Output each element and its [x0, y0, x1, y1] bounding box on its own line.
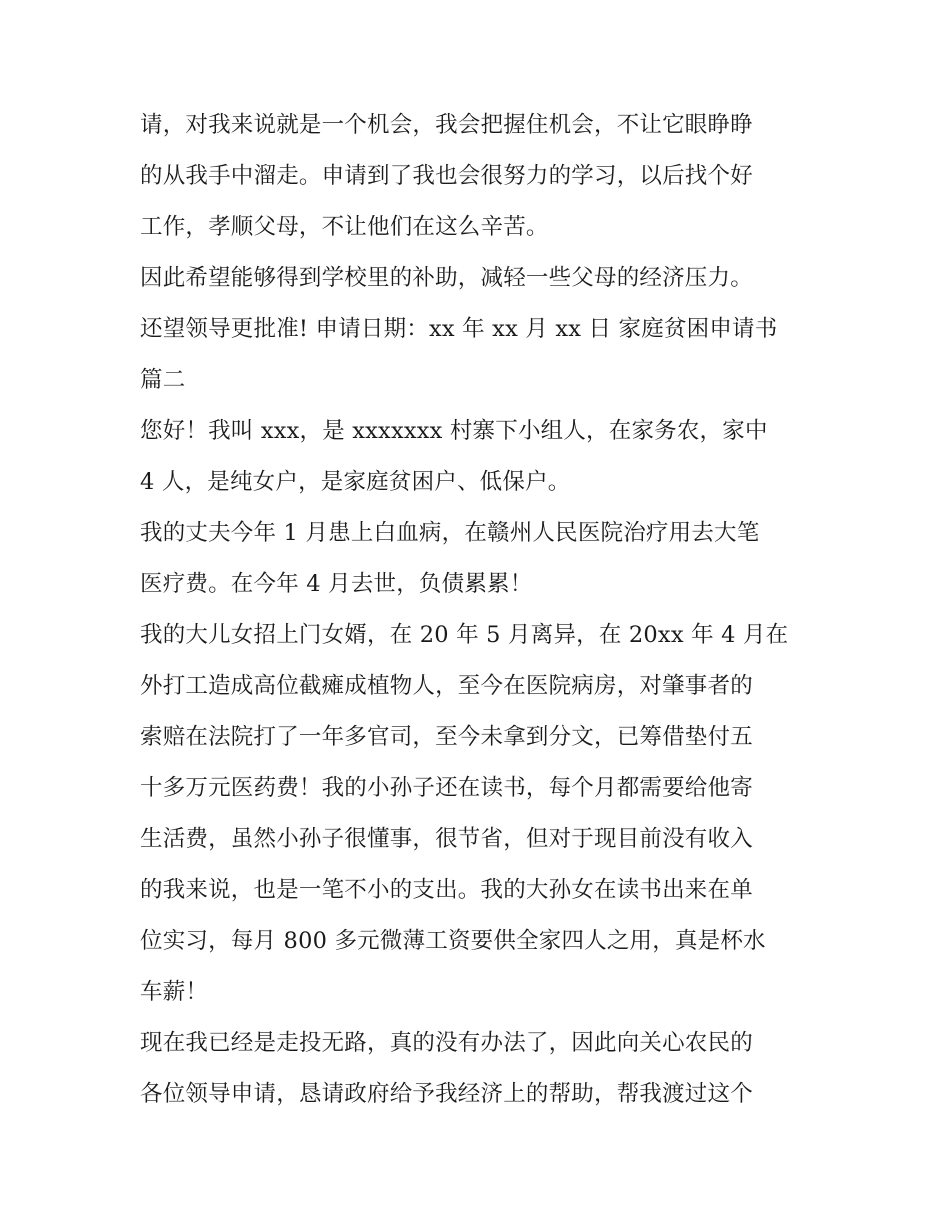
- text-line: 生活费，虽然小孙子很懂事，很节省，但对于现目前没有收入: [140, 826, 753, 852]
- text-line: 医疗费。在今年 4 月去世，负债累累！: [140, 571, 533, 597]
- text-line: 我的丈夫今年 1 月患上白血病，在赣州人民医院治疗用去大笔: [140, 520, 760, 546]
- text-line: 4 人，是纯女户，是家庭贫困户、低保户。: [140, 469, 571, 495]
- text-line: 的从我手中溜走。申请到了我也会很努力的学习，以后找个好: [140, 163, 753, 189]
- text-line: 工作，孝顺父母，不让他们在这么辛苦。: [140, 214, 549, 240]
- text-line: 因此希望能够得到学校里的补助，减轻一些父母的经济压力。: [140, 265, 753, 291]
- document-body: [140, 100, 820, 1120]
- text-line: 现在我已经是走投无路，真的没有办法了，因此向关心农民的: [140, 1030, 753, 1056]
- text-line: 索赔在法院打了一年多官司，至今未拿到分文，已筹借垫付五: [140, 724, 753, 750]
- text-line: 请，对我来说就是一个机会，我会把握住机会，不让它眼睁睁: [140, 112, 753, 138]
- text-line: 的我来说，也是一笔不小的支出。我的大孙女在读书出来在单: [140, 877, 753, 903]
- text-line: 十多万元医药费！我的小孙子还在读书，每个月都需要给他寄: [140, 775, 753, 801]
- text-line: 外打工造成高位截瘫成植物人，至今在医院病房，对肇事者的: [140, 673, 753, 699]
- text-line: 车薪！: [140, 979, 209, 1005]
- text-line: 您好！我叫 xxx，是 xxxxxxx 村寨下小组人，在家务农，家中: [140, 418, 768, 444]
- text-line: 位实习，每月 800 多元微薄工资要供全家四人之用，真是杯水: [140, 928, 766, 954]
- text-line: 各位领导申请，恳请政府给予我经济上的帮助，帮我渡过这个: [140, 1081, 753, 1107]
- section-heading: 篇二: [140, 367, 186, 393]
- text-line: 还望领导更批准! 申请日期：xx 年 xx 月 xx 日 家庭贫困申请书: [140, 316, 778, 342]
- text-line: 我的大儿女招上门女婿，在 20 年 5 月离异，在 20xx 年 4 月在: [140, 622, 789, 648]
